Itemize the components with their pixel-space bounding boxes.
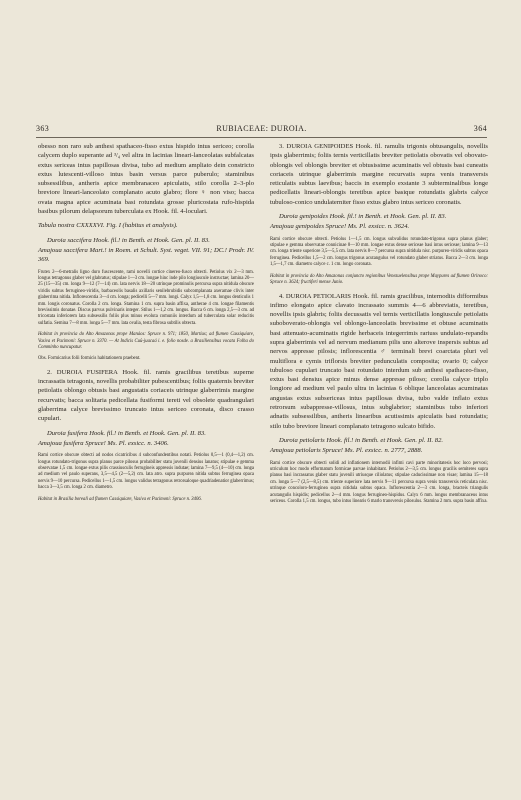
header-rule <box>36 137 487 138</box>
morphology-detail: Frutex 2—6-metralis ligno duro fuscescente, rami novelli cortice cinereo-fusco obtecti. Petiolus vix 2—3 mm. longus tetragonus glaber vel glabratus; stipulae 1—3 cm. longae hinc inde pilo longiuscule instructae; lamina 20—25 (15—35) cm. longa 9—12 (7—14) cm. lata nervis 18—20 utrinque prominulis percursa supra nitidula obscure viridis subtus ferrugineo-viridis, barbaceolis basalis axillaris senilebrubidis subcomplanata axeramae clivis inter glaberrima nitida. Inflorescentia 3—4 cm. longa; pedicelli 5—7 mm. longi. Calyx 1,5—1,8 cm. longus denticulis 1 mm. longis coronatus. Corolla 2 cm. longa. Stamina 1 cm. supra basin affixa, antherae 4 cm. longae filamentis brevissimis donatae. Discus parvus pulvinaris integer. Stilus 1—1,2 cm. longus. Bacca 6 cm. longa 2,5—3 cm. ad tricostata inferiorem lata subsessilis foliis plus minus evoluta comuniis interdum ad tuberculata solar reducitis sulfatia. Semina 7—8 mm. longa 5—7 mm. lata ovalia, testa fibrosa subtilis obtecta. <box>38 269 254 326</box>
running-title: RUBIACEAE: DUROIA. <box>216 124 307 133</box>
citation: Amajoua fusifera Spruce! Ms. Pl. exsicc. n. 3406. <box>38 439 169 447</box>
citation: Amajoua genipoides Spruce! Ms. Pl. exsicc. n. 3624. <box>270 223 410 231</box>
left-column <box>38 142 254 508</box>
page-header <box>36 124 487 138</box>
right-column <box>270 142 488 510</box>
morphology-detail: Rami cortice obscure obtecti solidi ad inflationem internodii infimi cavi parte minoritatesis hoc loco pervosi; utriculum hoc modo efformatum formicae parvae inhabitant. Petiolus 2—3,5 cm. longus gracilis semiteres supra planus basi incrassatus glaber statu juvenili utriusque ciliolatus; stipulae caducissimae non visae; lamina 15—18 cm. longa 5—7 (2,5—8,5) cm. triente superiore lata nervis 9—11 percursa supra venis transversis reticulata nisc. utrinque concoloro-ferruginea supra nitidula subtus opaca. Inflorescentia 2—3 cm. longa, bracteis triangulis acutangulis hispidis; pedicellus 2—4 mm. longus ferrugineo-hispidus. Calyx 6 mm. longus membranaceus intus sericeus. Corolla 1,5 cm. longus, tubo intus linearis 6 marlo transversis pilosulus. Stamina 2 mm. supra basin affixa. <box>270 460 488 504</box>
left-page-number: 363 <box>36 124 50 133</box>
observation-note: Obs. Formicarius folii formicis habitationem praebent. <box>38 356 141 362</box>
species-2-diagnosis: 2. DUROIA FUSIFERA Hook. fil. ramis gracilibus teretibus superne incrassatis tetragonis, novellis probabiliter pubescentibus; foliis quaternis breviter petiolatis oblongo obtusis basi angustatis coriaceis utrinque glaberrimis margine recurvatis; bacca solitaria pedicellata fusiformi tereti vel obsolete quadrangulari glaberrima calyce brevissimo truncato intus sericeo coronata, disco crasso cupulari. <box>38 368 254 423</box>
species-4-diagnosis: 4. DUROIA PETIOLARIS Hook. fil. ramis gracilibus, internodiis difformibus infimo elongato apice clavato incrassato summis 4—6 abbreviatis, teretibus, novellis ipsis glabris; foliis decussatis vel ternis verticillatis longiuscule petiolatis suboboverato-oblongis vel oblongo-lanceolatis brevissime et obtuse acuminatis basi attenuato-acuminatis rigide herbaceis integerrimis rariuss undulato-repandis supra glaberrimis vel ad nervum medianum pilis uno alterove inspersis subtus ad nervos appresse pilosis; inflorescentia ♂ terminali brevi coarctata pluri vel multiflora e cymis triflorsis breviter pedunculatis composita; ovario 0; calyce tubuloso cupulari truncato basi rotundato interdum sub anthesi spathaceo-fisso, extus basi densius apice minus dense appresse piloso; corolla calyce triplo longiore ad medium vel paulo ultra in lacinias 6 oblique lanceolatas acuminatas angustas extus subsericeas intus papillosas divisa, tubo valde inflato extus retrorsum subappresse-villosus, intus subglabrior; staminibus tubo inferiori adnatis subsessilibus, antheris linearibus acutissimis apiculatis basi rotundatis; stilo tubo breviore lineari complanato tetragono sulcato bifido. <box>270 292 488 430</box>
habitat-note: Habitat in provincia do Alto Amazonas conjuncto regionibus Venezuelensibus prope Maypures ad flumen Orinoco: Spruce n. 3624; fructiferi mense Junio. <box>270 273 488 286</box>
citation: Duroia genipoides Hook. fil.! in Benth. et Hook. Gen. pl. II. 83. <box>279 213 447 221</box>
citation: Duroia fusifera Hook. fil.! in Benth. et Hook. Gen. pl. II. 83. <box>47 429 206 437</box>
citation: Amajoua saccifera Mart.! in Roem. et Schult. Syst. veget. VII. 91; DC.! Prodr. IV. 369. <box>38 246 254 264</box>
citation: Duroia petiolaris Hook. fil.! in Benth. et Hook. Gen. pl. II. 82. <box>279 436 444 444</box>
citation: Amajoua petiolaris Spruce! Ms. Pl. exsicc. n. 2777, 2888. <box>270 447 423 455</box>
morphology-detail: Rami cortice obscure obtecti ad nodos cicatricibus 4 subconfundentibus notati. Petiolus 0,5—1 (0,4—1,2) cm. longus rotundato-trigonus supra planus parce pilosus probabiliter statu juvenili densius lanatus; stipulae e gemma observatae 1,5 cm. longae extus pilis crassiusculis ferrugineis appressis indutae; lamina 7—9,5 (4—10) cm. longa ad medium vel paulo superans, 3,5—4,5 (2—5,2) cm. lata atro. supra purpurea nitida subtus ferruginea opaca nervis 9—10 percursa. Pedicellus 1—1,5 cm. longus validus tetragonus retrorsaloque quadriadenatior glaberrimus; bacca 3—3,5 cm. longa 2 cm. diametro. <box>38 453 254 491</box>
morphology-detail: Rami cortice obscure obtecti. Petiolus 1—1,5 cm. longus subvalidus rotundato-trigonus supra planus glaber; stipulae e gemma observatae connicinae 8—10 mm. longae extus dense sericeae basi intus sericeae; lamina 9—13 cm. longa triente superiore 3,5—5,5 cm. lata nervis 8—7 percursa supra nitidula nisc. purpureo-viridis subtus opaca ferruginea. Pedicellus 1,5—2 cm. longus trigonus acutangulus vel rotundato glaber striatus. Bacca 2—3 cm. longa 1,5—1,7 cm. diametro calyce c. 1 cm. longo coronata. <box>270 236 488 268</box>
species-3-diagnosis: 3. DUROIA GENIPOIDES Hook. fil. ramulis trigonis obtusangulis, novellis ipsis glaberrimis; foliis ternis verticillatis breviter petiolatis obovatis vel obovato-oblongis vel oblongis breviter et obtusissime acuminatis vel obtusis basi cuneatis coriaceis utrinque glaberrimis margine recurvatis supra venis transversis reticulatis subtus laevibus; baccis in exemplo exstante 3 subterminalibus longe pedicellatis lineari-oblongis teretibus apice basique rotundatis glabris calyce tubuloso-conico undulaterniter fisso extus glabro intus sericeo coronatis. <box>270 143 488 206</box>
species-1-description-end: obesso non raro sub anthesi spathaceo-fisso extus hispido intus sericeo; corolla calycem duplo superante ad ³/₄ vel altra in lacinias lineari-lanceolatas subfalcatas extus sericeas intus papillosas divisa, tubo ad medium ampliato dein constricto extus lutescenti-villoso intus basin versus parce puberulo; staminibus subsessilibus, antheris apice membranaceo apiculatis, stilo corolla 2–3-plo breviore lineari-lanceolato complanato acuto glabro; flore ♀ non viso; bacca ovata magna apice acuminata basi rotundata grosse pluricostata rufo-hispida basibus pilorum delapsorum tuberculata ex Hook. fil. 4-loculari. <box>38 143 254 216</box>
citation: Duroia saccifera Hook. fil.! in Benth. et Hook. Gen. pl. II. 83. <box>47 236 210 244</box>
habitat-note: Habitat in provincia do Alto Amazonas prope Manáos: Spruce n. 971; 1850, Martius; ad flumen Cassiquiare, Vasiva et Pacimoni: Spruce n. 3370. — At Indicis Cuû-juacaá i. e. folio nosde. a Brasiliensibus vocata Folha do Comminho nuncupatur. <box>38 332 254 351</box>
right-page-number: 364 <box>473 124 487 133</box>
habitat-note: Habitat in Brasilia boreali ad flumen Cassiquiare, Vasiva et Pacimoni: Spruce n. 3406. <box>38 496 202 502</box>
plate-reference: Tabula nostra CXXXXVI. Fig. I (habitus et analysis). <box>38 222 178 230</box>
